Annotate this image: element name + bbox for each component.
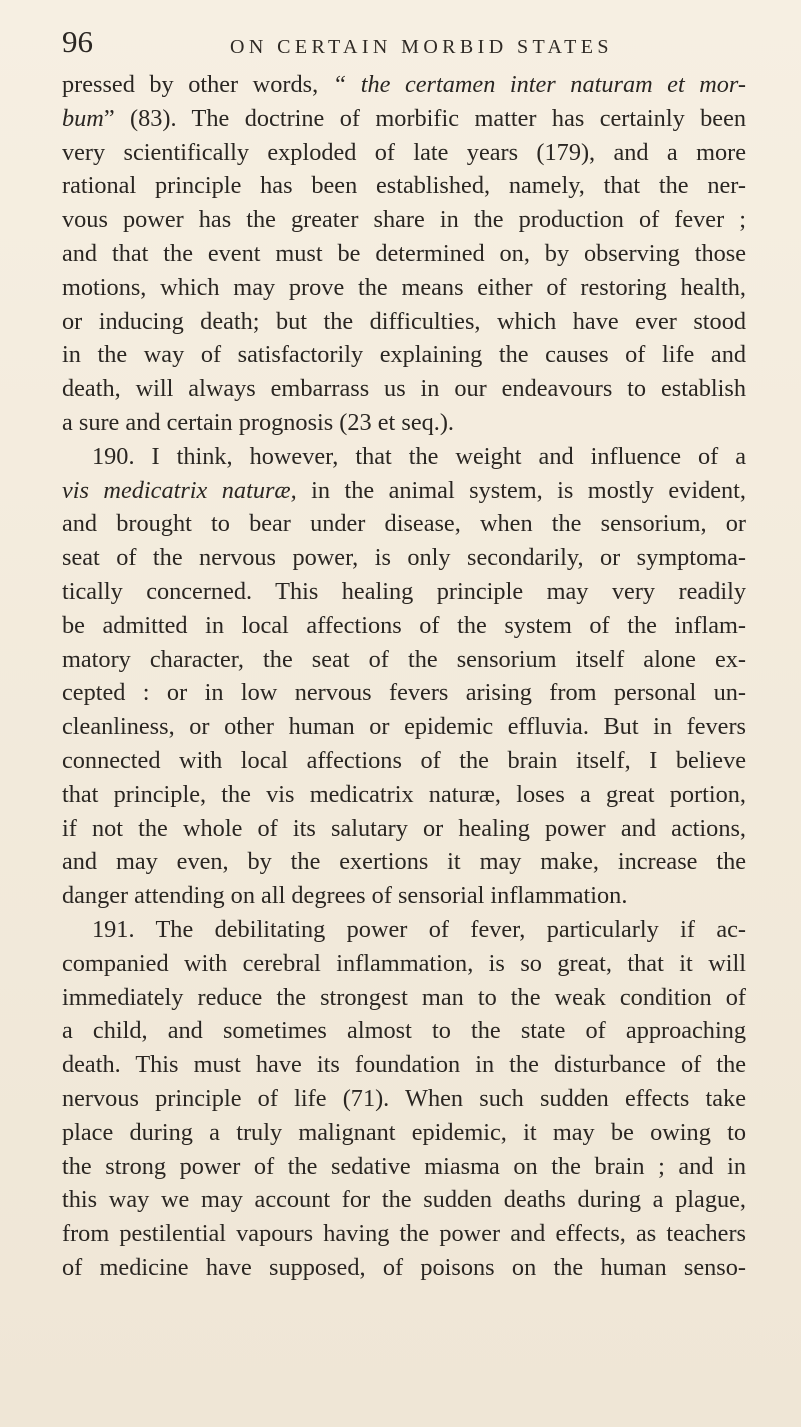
text-segment: immediately reduce the strongest man to the weak condition of: [62, 983, 746, 1011]
text-line: [62, 947, 746, 981]
text-line: [62, 812, 746, 846]
text-segment: connected with local affections of the brain itself, I believe: [62, 746, 746, 774]
text-segment: of medicine have supposed, of poisons on the human senso-: [62, 1253, 746, 1281]
text-segment: motions, which may prove the means either of restoring health,: [62, 273, 746, 301]
text-segment: 191. The debilitating power of fever, particularly if ac-: [92, 915, 746, 943]
text-segment: ” (83). The doctrine of morbific matter has certainly been: [103, 104, 746, 132]
text-line: [62, 575, 746, 609]
text-line: [62, 68, 746, 102]
text-segment: vous power has the greater share in the production of fever ;: [62, 206, 746, 234]
text-line: [62, 203, 746, 237]
text-line: [62, 237, 746, 271]
running-head: ON CERTAIN MORBID STATES: [230, 36, 613, 58]
text-segment: from pestilential vapours having the power and effects, as teachers: [62, 1220, 746, 1248]
text-segment: this way we may account for the sudden deaths during a plague,: [62, 1186, 746, 1214]
text-line: [62, 102, 746, 136]
text-segment: the strong power of the sedative miasma on the brain ; and in: [62, 1152, 746, 1180]
text-segment: and that the event must be determined on, by observing those: [62, 239, 746, 267]
text-segment: matory character, the seat of the sensorium itself alone ex-: [62, 645, 746, 673]
page-header: [62, 24, 742, 64]
text-segment: tically concerned. This healing principle may very readily: [62, 577, 746, 605]
text-segment: and may even, by the exertions it may make, increase the: [62, 848, 746, 876]
text-line: [62, 1183, 746, 1217]
text-line: [62, 643, 746, 677]
text-line: [62, 710, 746, 744]
text-segment: seat of the nervous power, is only secondarily, or symptoma-: [62, 544, 746, 572]
text-segment: 190. I think, however, that the weight and influence of a: [92, 442, 746, 470]
text-segment: nervous principle of life (71). When such sudden effects take: [62, 1084, 746, 1112]
text-segment: very scientifically exploded of late years (179), and a more: [62, 138, 746, 166]
italic-segment: vis medicatrix naturæ,: [62, 476, 297, 504]
text-segment: and brought to bear under disease, when the sensorium, or: [62, 510, 746, 538]
text-line: [62, 981, 746, 1015]
text-line: [62, 474, 746, 508]
text-segment: cepted : or in low nervous fevers arising from personal un-: [62, 679, 746, 707]
text-line: [62, 305, 746, 339]
text-segment: pressed by other words,: [62, 71, 333, 98]
text-segment: in the way of satisfactorily explaining the causes of life and: [62, 341, 746, 369]
text-segment: if not the whole of its salutary or healing power and actions,: [62, 814, 746, 842]
page-number: 96: [62, 24, 93, 59]
italic-segment: “ the certamen inter naturam et mor-: [332, 71, 746, 98]
text-segment: in the animal system, is mostly evident,: [296, 476, 746, 504]
text-segment: that principle, the vis medicatrix naturæ, loses a great portion,: [62, 780, 746, 808]
text-segment: place during a truly malignant epidemic, it may be owing to: [62, 1118, 746, 1146]
body-text: [62, 68, 746, 1285]
text-segment: be admitted in local affections of the system of the inflam-: [62, 611, 746, 639]
text-line: [62, 271, 746, 305]
text-line: [62, 372, 746, 406]
text-segment: companied with cerebral inflammation, is so great, that it will: [62, 949, 746, 977]
text-segment: death. This must have its foundation in the disturbance of the: [62, 1051, 746, 1079]
italic-segment: bum: [62, 104, 104, 132]
text-line: [62, 1082, 746, 1116]
text-line: [62, 879, 746, 913]
text-line: [62, 338, 746, 372]
text-line: [62, 136, 746, 170]
text-segment: danger attending on all degrees of sensorial inflammation.: [62, 882, 628, 910]
text-segment: a child, and sometimes almost to the state of approaching: [62, 1017, 746, 1045]
text-line: [62, 676, 746, 710]
text-line: [62, 744, 746, 778]
text-line: [62, 913, 746, 947]
text-line: [62, 507, 746, 541]
text-line: [62, 1150, 746, 1184]
text-line: [62, 1116, 746, 1150]
text-segment: a sure and certain prognosis (23 et seq.).: [62, 408, 455, 436]
text-line: [62, 845, 746, 879]
text-line: [62, 1048, 746, 1082]
text-segment: or inducing death; but the difficulties, which have ever stood: [62, 307, 746, 335]
text-line: [62, 1251, 746, 1285]
text-line: [62, 440, 746, 474]
text-line: [62, 778, 746, 812]
text-line: [62, 541, 746, 575]
text-line: [62, 1014, 746, 1048]
text-line: [62, 406, 746, 440]
text-segment: death, will always embarrass us in our endeavours to establish: [62, 375, 746, 403]
text-segment: rational principle has been established, namely, that the ner-: [62, 172, 746, 200]
text-line: [62, 609, 746, 643]
text-segment: cleanliness, or other human or epidemic effluvia. But in fevers: [62, 713, 746, 741]
text-line: [62, 1217, 746, 1251]
text-line: [62, 169, 746, 203]
